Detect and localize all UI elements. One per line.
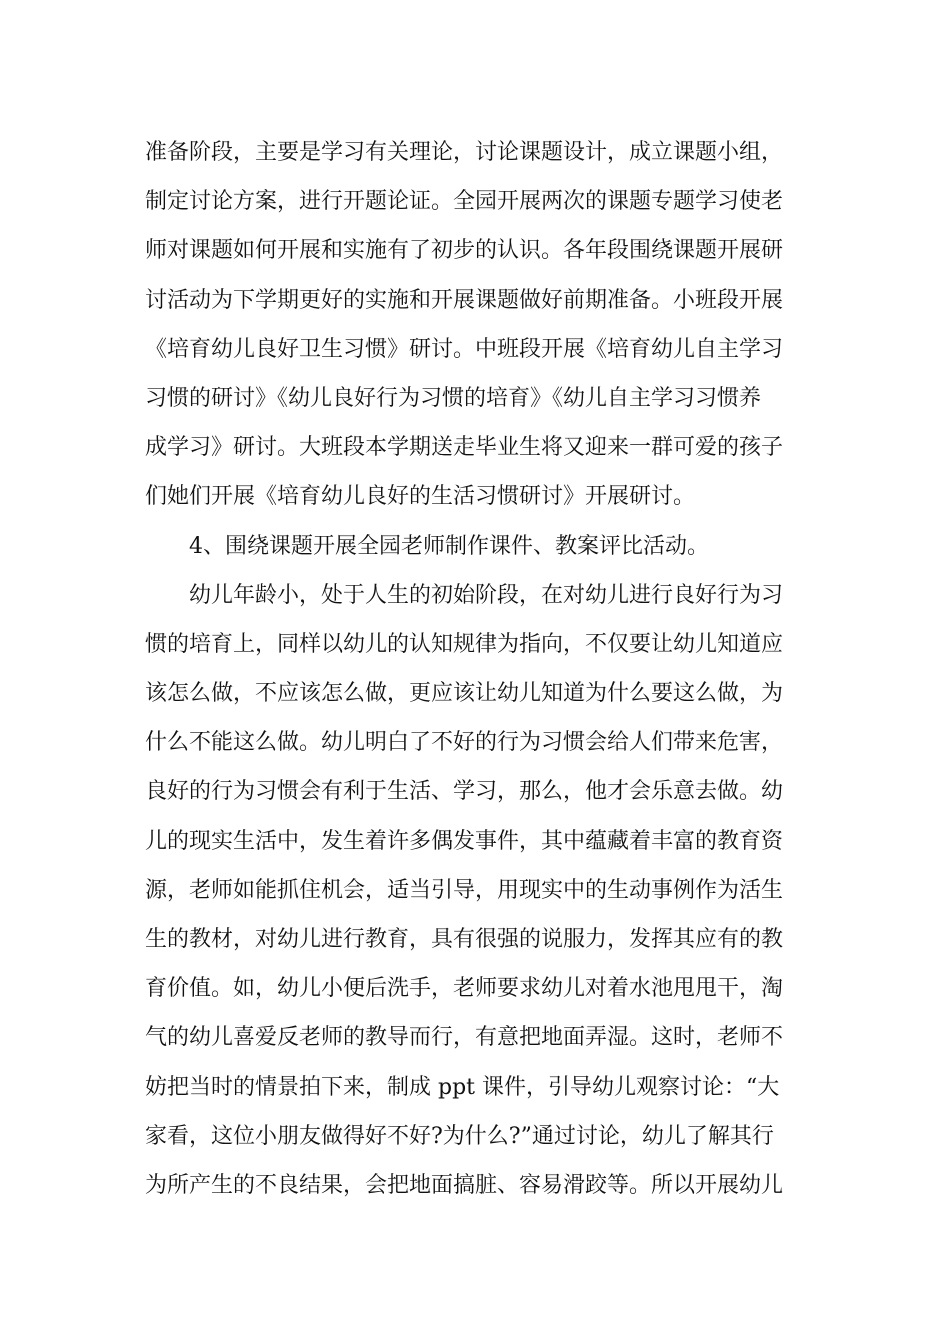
text-line: 家看，这位小朋友做得好不好?为什么?”通过讨论，幼儿了解其行 bbox=[145, 1123, 774, 1149]
text-line: 妨把当时的情景拍下来，制成 ppt 课件，引导幼儿观察讨论：“大 bbox=[145, 1074, 780, 1100]
text-line: 气的幼儿喜爱反老师的教导而行，有意把地面弄湿。这时，老师不 bbox=[145, 1025, 784, 1051]
text-line: 制定讨论方案，进行开题论证。全园开展两次的课题专题学习使老 bbox=[145, 189, 784, 215]
text-line: 讨活动为下学期更好的实施和开展课题做好前期准备。小班段开展 bbox=[145, 287, 784, 313]
text-line: 生的教材，对幼儿进行教育，具有很强的说服力，发挥其应有的教 bbox=[145, 927, 784, 952]
text-line: 习惯的研讨》《幼儿良好行为习惯的培育》《幼儿自主学习习惯养 bbox=[145, 385, 762, 411]
text-line: 《培育幼儿良好卫生习惯》研讨。中班段开展《培育幼儿自主学习 bbox=[145, 336, 784, 362]
text-line: 良好的行为习惯会有利于生活、学习，那么，他才会乐意去做。幼 bbox=[145, 779, 784, 805]
paragraph-first-line: 幼儿年龄小，处于人生的初始阶段，在对幼儿进行良好行为习 bbox=[189, 582, 784, 608]
body-text bbox=[145, 128, 810, 1210]
text-line: 为所产生的不良结果，会把地面搞脏、容易滑跤等。所以开展幼儿 bbox=[145, 1172, 784, 1198]
text-line: 该怎么做，不应该怎么做，更应该让幼儿知道为什么要这么做，为 bbox=[145, 681, 784, 707]
section-heading: 4、围绕课题开展全园老师制作课件、教案评比活动。 bbox=[189, 533, 709, 559]
text-line: 惯的培育上，同样以幼儿的认知规律为指向，不仅要让幼儿知道应 bbox=[145, 631, 784, 657]
text-line: 儿的现实生活中，发生着许多偶发事件，其中蕴藏着丰富的教育资 bbox=[145, 828, 784, 854]
text-line: 师对课题如何开展和实施有了初步的认识。各年段围绕课题开展研 bbox=[145, 238, 784, 264]
text-line: 育价值。如，幼儿小便后洗手，老师要求幼儿对着水池甩甩干，淘 bbox=[145, 976, 784, 1002]
text-line: 们她们开展《培育幼儿良好的生活习惯研讨》开展研讨。 bbox=[145, 484, 696, 510]
text-line: 源，老师如能抓住机会，适当引导，用现实中的生动事例作为活生 bbox=[145, 877, 784, 903]
text-line: 准备阶段，主要是学习有关理论，讨论课题设计，成立课题小组， bbox=[145, 140, 784, 165]
text-line: 什么不能这么做。幼儿明白了不好的行为习惯会给人们带来危害， bbox=[145, 730, 784, 756]
text-line: 成学习》研讨。大班段本学期送走毕业生将又迎来一群可爱的孩子 bbox=[145, 435, 784, 461]
